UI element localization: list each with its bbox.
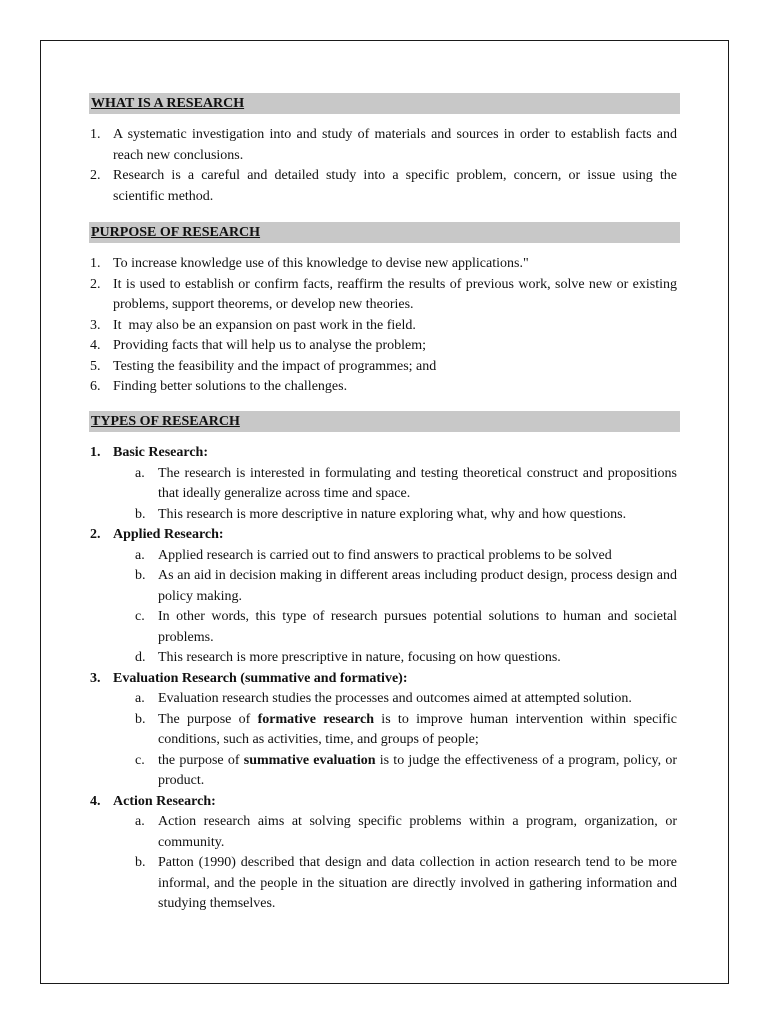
list-item-text: Testing the feasibility and the impact of programmes; and — [113, 358, 437, 374]
formative-research-term: formative research — [257, 711, 375, 727]
type-title: Basic Research: — [113, 445, 208, 460]
sub-list-item-text: Applied research is carried out to find answers to practical problems to be solved — [158, 547, 612, 563]
type-applied-research — [90, 525, 677, 669]
sub-list-marker: c. — [135, 752, 145, 768]
sub-list-item-text: In other words, this type of research pursues potential solutions to human and societal problems. — [158, 609, 677, 645]
sub-list-item — [135, 689, 677, 710]
action-research-sublist — [135, 812, 677, 915]
list-item — [90, 166, 677, 207]
list-marker: 4. — [90, 793, 101, 809]
type-title: Applied Research: — [113, 527, 224, 542]
list-marker: 4. — [90, 338, 101, 353]
list-item-text: Research is a careful and detailed study into a specific problem, concern, or issue using the scientific method. — [113, 168, 677, 204]
types-list — [90, 443, 677, 915]
type-action-research — [90, 792, 677, 915]
sub-list-item — [135, 505, 677, 526]
sub-list-item — [135, 812, 677, 853]
list-item — [90, 275, 677, 316]
sub-list-marker: a. — [135, 465, 145, 481]
list-marker: 1. — [90, 127, 101, 142]
sub-list-item — [135, 648, 677, 669]
evaluation-research-sublist — [135, 689, 677, 792]
heading-purpose-of-research-text: PURPOSE OF RESEARCH — [91, 225, 261, 240]
list-item-text: A systematic investigation into and study of materials and sources in order to establish facts and reach new conclusions. — [113, 127, 677, 163]
sub-list-item-text: Patton (1990) described that design and data collection in action research tend to be more informal, and the people in the situation are directly involved in gathering information and studying themselves. — [158, 855, 677, 911]
list-marker: 5. — [90, 358, 101, 374]
list-item — [90, 336, 677, 357]
type-title: Evaluation Research (summative and formative): — [113, 670, 408, 686]
heading-what-is-research-text: WHAT IS A RESEARCH — [91, 96, 245, 111]
sub-list-item — [135, 464, 677, 505]
heading-what-is-research — [89, 93, 680, 114]
sub-list-item — [135, 566, 677, 607]
list-item — [90, 125, 677, 166]
sub-list-marker: b. — [135, 711, 146, 727]
sub-list-marker: a. — [135, 691, 145, 706]
list-marker: 2. — [90, 527, 101, 542]
list-item — [90, 316, 677, 337]
type-title: Action Research: — [113, 793, 216, 809]
sub-list-item-text: This research is more descriptive in nature exploring what, why and how questions. — [158, 506, 627, 522]
what-is-research-list — [90, 125, 677, 207]
list-item — [90, 357, 677, 378]
sub-list-marker: a. — [135, 814, 145, 829]
sub-list-item-text: This research is more prescriptive in nature, focusing on how questions. — [158, 650, 561, 665]
list-item-text: Finding better solutions to the challenges. — [113, 379, 348, 394]
sub-list-item — [135, 751, 677, 792]
sub-list-item-text: Action research aims at solving specific problems within a program, organization, or community. — [158, 814, 677, 850]
list-marker: 6. — [90, 379, 101, 394]
sub-list-marker: b. — [135, 506, 146, 522]
sub-list-item — [135, 607, 677, 648]
purpose-list — [90, 254, 677, 398]
sub-list-marker: a. — [135, 547, 145, 563]
heading-types-of-research — [89, 411, 680, 432]
heading-purpose-of-research — [89, 222, 680, 243]
sub-list-item-text: The purpose of — [158, 711, 258, 727]
sub-list-marker: c. — [135, 609, 145, 624]
sub-list-marker: b. — [135, 568, 146, 583]
applied-research-sublist — [135, 546, 677, 669]
sub-list-item — [135, 853, 677, 915]
list-marker: 3. — [90, 317, 101, 333]
sub-list-item-text: is to judge the effectiveness of a program, policy, or product. — [158, 752, 677, 788]
list-marker: 2. — [90, 168, 101, 183]
summative-evaluation-term: summative evaluation — [243, 752, 376, 768]
list-item-text: It is used to establish or confirm facts, reaffirm the results of previous work, solve new or existing problems, support theorems, or develop new theories. — [113, 276, 677, 312]
list-marker: 2. — [90, 276, 101, 292]
sub-list-marker: d. — [135, 650, 146, 665]
list-marker: 1. — [90, 256, 101, 271]
type-evaluation-research — [90, 669, 677, 792]
list-item-text: Providing facts that will help us to analyse the problem; — [113, 338, 426, 353]
list-item-text: It may also be an expansion on past work in the field. — [113, 317, 416, 333]
sub-list-item-text: the purpose of — [158, 752, 244, 768]
sub-list-item-text: As an aid in decision making in different areas including product design, process design and policy making. — [158, 568, 677, 604]
sub-list-item — [135, 710, 677, 751]
list-marker: 1. — [90, 445, 101, 460]
type-basic-research — [90, 443, 677, 525]
list-item — [90, 377, 677, 398]
sub-list-item-text: is to improve human intervention within specific conditions, such as activities, time, and groups of people; — [158, 711, 677, 747]
sub-list-marker: b. — [135, 855, 146, 870]
sub-list-item-text: Evaluation research studies the processes and outcomes aimed at attempted solution. — [158, 691, 632, 706]
heading-types-of-research-text: TYPES OF RESEARCH — [91, 414, 240, 429]
list-marker: 3. — [90, 670, 101, 686]
sub-list-item-text: The research is interested in formulating and testing theoretical construct and propositions that ideally generalize across time and space. — [158, 465, 677, 501]
sub-list-item — [135, 546, 677, 567]
basic-research-sublist — [135, 464, 677, 526]
list-item-text: To increase knowledge use of this knowledge to devise new applications." — [113, 256, 529, 271]
list-item — [90, 254, 677, 275]
